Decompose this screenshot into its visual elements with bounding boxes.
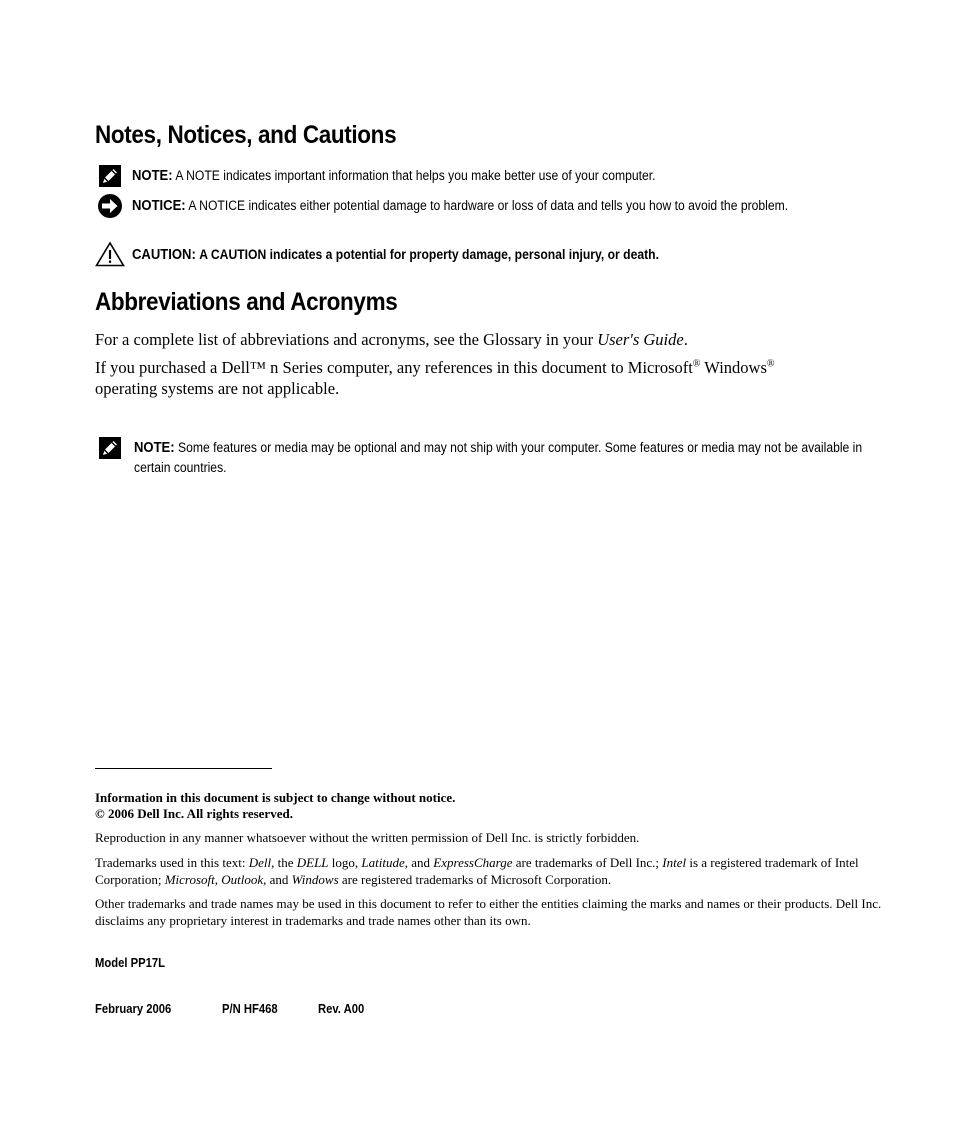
caution-text [132,245,852,265]
registered-mark: ® [766,358,775,370]
abbrev-para1-end: . [683,330,688,349]
revision: Rev. A00 [318,1002,365,1016]
abbrev-para1-text: For a complete list of abbreviations and acronyms, see the Glossary in your [95,330,598,349]
note-pencil-icon [98,436,122,460]
trademark-text: are registered trademarks of Microsoft Corporation. [338,871,612,887]
model-number: Model PP17L [95,956,166,970]
trademarks-paragraph [95,855,893,888]
reproduction-statement: Reproduction in any manner whatsoever without the written permission of Dell Inc. is strictly forbidden. [95,830,640,845]
abbrev-para2-part1: If you purchased a Dell™ n Series computer, any references in this document to Microsoft [95,358,693,377]
abbrev-heading: Abbreviations and Acronyms [95,288,398,316]
trademark-text: Trademarks used in this text: [95,855,249,870]
caution-label: CAUTION: [132,247,196,263]
notes-heading: Notes, Notices, and Cautions [95,121,397,149]
note-pencil-icon [98,164,122,188]
note-label: NOTE: [132,168,173,184]
trademark-name: Windows [291,871,339,887]
notice-text [132,196,841,216]
abbrev-paragraph-2 [95,357,875,399]
abbrev-para2-part3: operating systems are not applicable. [95,379,340,398]
copyright-line: © 2006 Dell Inc. All rights reserved. [95,806,293,821]
trademark-text: and [266,871,292,887]
users-guide-title: User's Guide [597,330,684,349]
registered-mark: ® [692,358,701,370]
caution-body: A CAUTION indicates a potential for property damage, personal injury, or death. [199,247,659,262]
notice-label: NOTICE: [132,198,186,214]
other-trademarks-paragraph: Other trademarks and trade names may be used in this document to refer to either the entities claiming the marks and names or their products. Dell Inc. disclaims any proprietary interest in trademarks and trade names other than its own. [95,896,882,928]
trademark-name: Dell [248,855,272,870]
trademark-text: , the [271,855,297,870]
trademark-name: Intel [662,855,687,870]
part-number: P/N HF468 [222,1002,278,1016]
trademark-text: logo, [328,855,362,870]
trademark-text: is a registered trademark of Intel Corporation; [95,855,859,887]
legal-notice-line1: Information in this document is subject to change without notice. [95,790,456,805]
note2-text [134,438,888,477]
notice-arrow-icon [97,193,123,219]
publication-date: February 2006 [95,1002,172,1016]
note2-body: Some features or media may be optional and may not ship with your computer. Some features or media may not be available in certain countries. [134,440,863,475]
trademark-text: , and [404,855,434,870]
trademark-text: are trademarks of Dell Inc.; [512,855,663,870]
note2-label: NOTE: [134,440,175,456]
abbrev-paragraph-1 [95,329,895,350]
footnote-divider [95,768,272,769]
note-body: A NOTE indicates important information that helps you make better use of your computer. [175,168,656,183]
notice-body: A NOTICE indicates either potential damage to hardware or loss of data and tells you how to avoid the problem. [188,198,789,213]
trademark-name: ExpressCharge [433,855,513,870]
abbrev-para2-part2: Windows [700,358,767,377]
trademark-name: Microsoft, Outlook, [164,871,267,887]
caution-warning-icon [95,241,125,267]
trademark-name: Latitude [361,855,405,870]
note-text [132,166,852,186]
trademark-name: DELL [296,855,329,870]
